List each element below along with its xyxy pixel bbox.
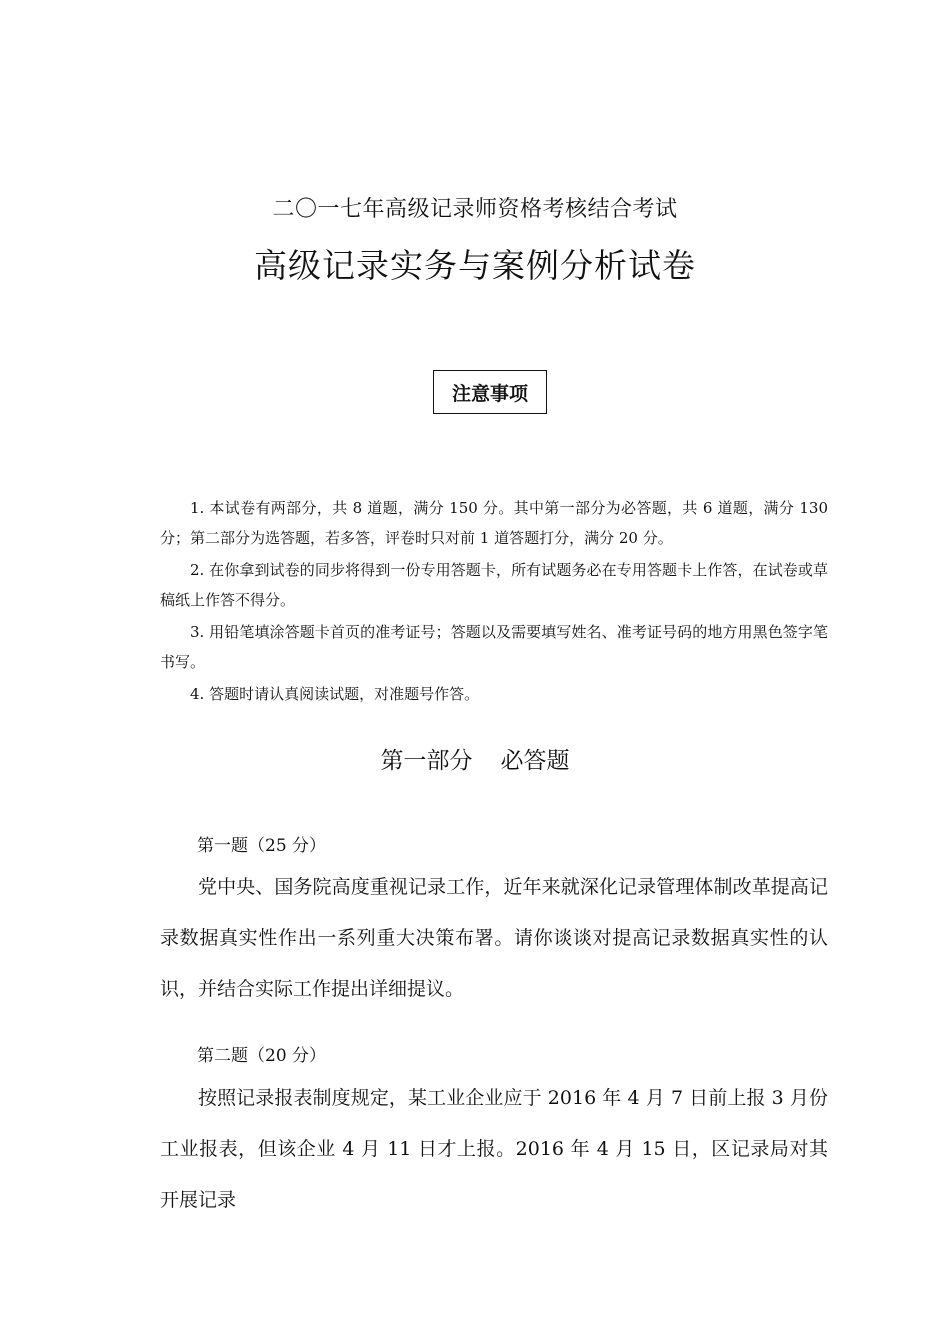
question-2-title: 第二题（20 分） (197, 1046, 327, 1066)
question-2-body: 按照记录报表制度规定，某工业企业应于 2016 年 4 月 7 日前上报 3 月份工业报表，但该企业 4 月 11 日才上报。2016 年 4 月 15 日，区记录局对其开展记录 (160, 1087, 828, 1211)
exam-title: 二〇一七年高级记录师资格考核结合考试 (272, 197, 678, 222)
section-name: 必答题 (500, 748, 570, 774)
question-1-title: 第一题（25 分） (197, 836, 327, 856)
section-heading (0, 742, 950, 775)
notice-item-2: 2. 在你拿到试卷的同步将得到一份专用答题卡，所有试题务必在专用答题卡上作答，在试卷或草稿纸上作答不得分。 (160, 561, 828, 609)
section-part: 第一部分 (380, 748, 473, 774)
question-1-body: 党中央、国务院高度重视记录工作，近年来就深化记录管理体制改革提高记录数据真实性作出一系列重大决策布署。请你谈谈对提高记录数据真实性的认识，并结合实际工作提出详细提议。 (160, 876, 828, 1000)
notice-item-4: 4. 答题时请认真阅读试题，对准题号作答。 (190, 685, 480, 703)
notice-item-1: 1. 本试卷有两部分，共 8 道题，满分 150 分。其中第一部分为必答题，共 6 道题，满分 130 分；第二部分为选答题，若多答，评卷时只对前 1 道答题打分，满分 20 分。 (160, 499, 828, 547)
exam-subtitle: 高级记录实务与案例分析试卷 (254, 246, 696, 285)
notice-heading: 注意事项 (433, 370, 547, 414)
notice-item-3: 3. 用铅笔填涂答题卡首页的准考证号；答题以及需要填写姓名、准考证号码的地方用黑色签字笔书写。 (160, 623, 828, 671)
notice-list (160, 493, 828, 711)
